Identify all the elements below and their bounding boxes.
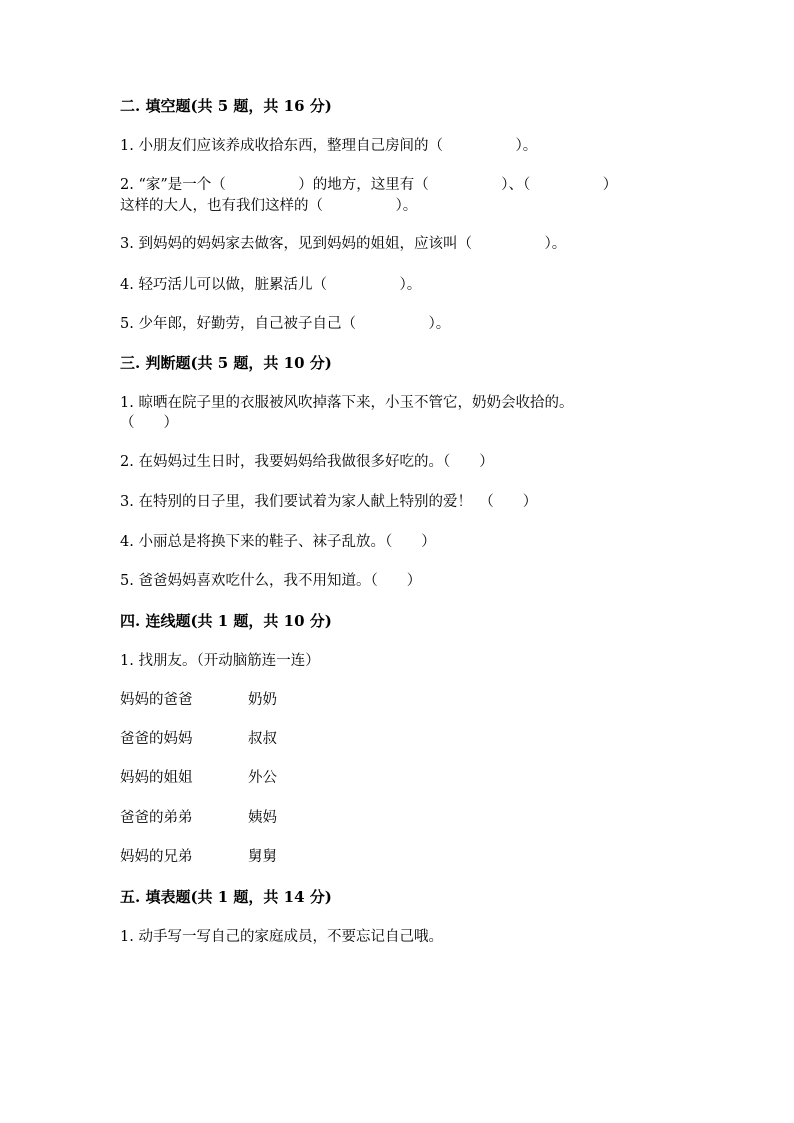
section-heading-judge: 三. 判断题(共 5 题，共 10 分) <box>120 354 332 372</box>
question-text: 3. 到妈妈的妈妈家去做客，见到妈妈的姐姐，应该叫（ ）。 <box>120 236 567 252</box>
matching-left-item: 妈妈的兄弟 <box>120 849 193 865</box>
question-text: 1. 晾晒在院子里的衣服被风吹掉落下来，小玉不管它，奶奶会收拾的。 <box>120 395 574 411</box>
section-heading-table: 五. 填表题(共 1 题，共 14 分) <box>120 888 332 906</box>
question-text: 1. 动手写一写自己的家庭成员，不要忘记自己哦。 <box>120 929 443 945</box>
question-text: 3. 在特别的日子里，我们要试着为家人献上特别的爱！ （ ） <box>120 494 538 510</box>
matching-left-item: 爸爸的弟弟 <box>120 810 193 826</box>
question-text: 2. 在妈妈过生日时，我要妈妈给我做很多好吃的。（ ） <box>120 454 494 470</box>
matching-right-item: 奶奶 <box>248 692 277 708</box>
matching-right-item: 外公 <box>248 770 277 786</box>
section-heading-matching: 四. 连线题(共 1 题，共 10 分) <box>120 612 332 630</box>
question-text: 4. 小丽总是将换下来的鞋子、袜子乱放。（ ） <box>120 534 436 550</box>
question-text: 1. 找朋友。（开动脑筋连一连） <box>120 653 320 669</box>
question-text: 5. 爸爸妈妈喜欢吃什么，我不用知道。（ ） <box>120 573 422 589</box>
matching-left-item: 爸爸的妈妈 <box>120 731 193 747</box>
question-text: 4. 轻巧活儿可以做，脏累活儿（ ）。 <box>120 277 422 293</box>
question-text: 5. 少年郎，好勤劳，自己被子自己（ ）。 <box>120 316 451 332</box>
matching-right-item: 舅舅 <box>248 849 277 865</box>
matching-left-item: 妈妈的姐姐 <box>120 770 193 786</box>
matching-right-item: 叔叔 <box>248 731 277 747</box>
question-text: 1. 小朋友们应该养成收拾东西，整理自己房间的（ ）。 <box>120 138 538 154</box>
matching-right-item: 姨妈 <box>248 810 277 826</box>
question-text: （ ） <box>120 415 178 431</box>
section-heading-fill-blank: 二. 填空题(共 5 题，共 16 分) <box>120 97 332 115</box>
matching-left-item: 妈妈的爸爸 <box>120 692 193 708</box>
question-text: 这样的大人，也有我们这样的（ ）。 <box>120 198 418 214</box>
question-text: 2. “家”是一个（ ）的地方，这里有（ ）、（ ） <box>120 177 618 193</box>
